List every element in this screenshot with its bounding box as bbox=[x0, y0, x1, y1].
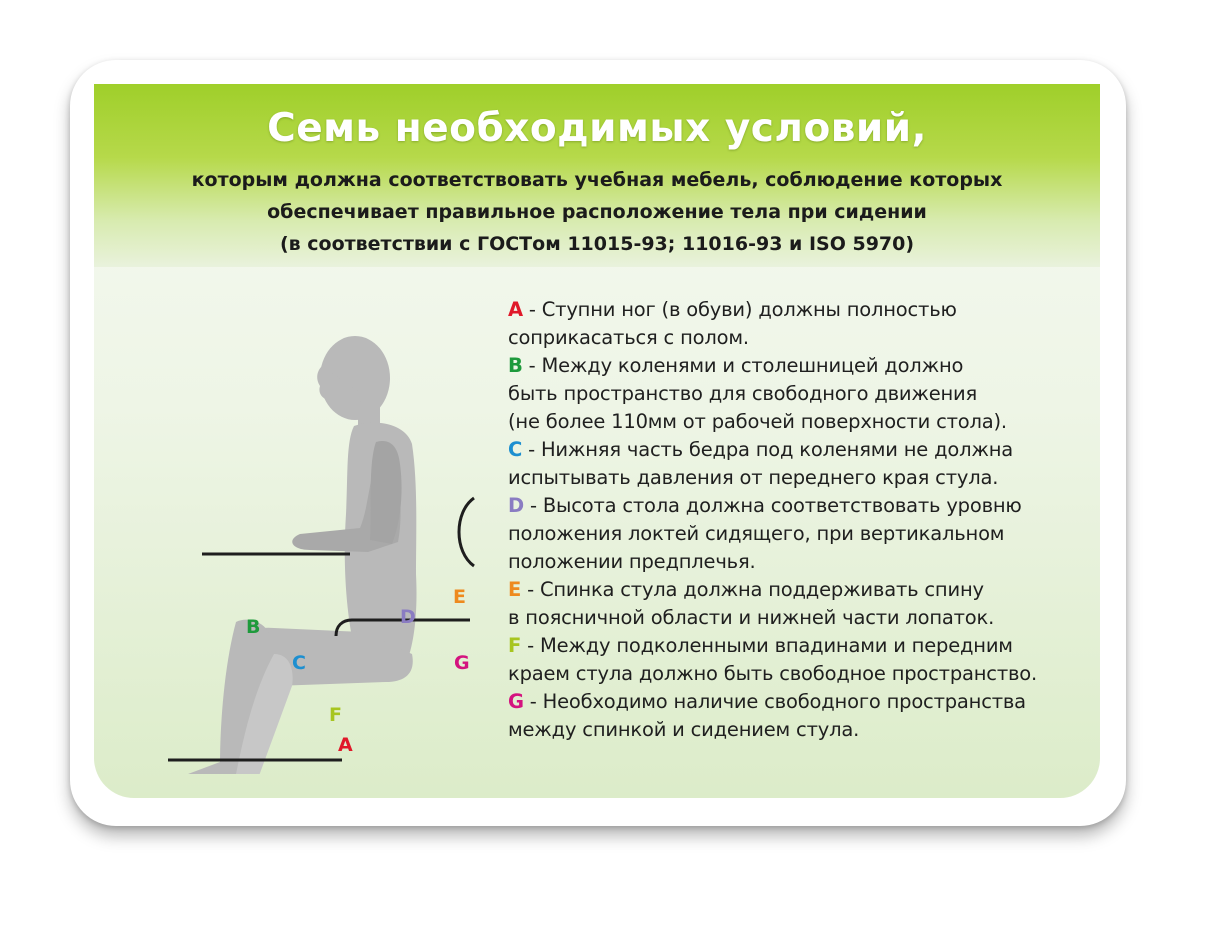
condition-c bbox=[508, 436, 1098, 492]
condition-text: - Между коленями и столешницей должно bbox=[522, 354, 964, 377]
condition-letter: A bbox=[508, 298, 523, 321]
condition-letter: E bbox=[508, 578, 522, 601]
condition-d bbox=[508, 492, 1098, 576]
subtitle-line: обеспечивает правильное расположение тела при сидении bbox=[267, 201, 927, 223]
condition-text: между спинкой и сидением стула. bbox=[508, 718, 860, 741]
figure-svg bbox=[124, 314, 504, 774]
header-banner bbox=[94, 84, 1100, 267]
label-d: D bbox=[400, 606, 416, 628]
condition-text: в поясничной области и нижней части лопаток. bbox=[508, 606, 995, 629]
condition-text: - Высота стола должна соответствовать уровню bbox=[524, 494, 1022, 517]
label-g: G bbox=[454, 652, 470, 674]
condition-letter: C bbox=[508, 438, 523, 461]
label-b: B bbox=[246, 616, 261, 638]
condition-a bbox=[508, 296, 1098, 352]
condition-text: испытывать давления от переднего края стула. bbox=[508, 466, 999, 489]
label-c: C bbox=[292, 652, 306, 674]
condition-text: - Спинка стула должна поддерживать спину bbox=[521, 578, 984, 601]
condition-letter: G bbox=[508, 690, 524, 713]
poster-subtitle bbox=[94, 164, 1100, 260]
poster-title: Семь необходимых условий, bbox=[267, 106, 927, 151]
poster-card bbox=[70, 60, 1126, 826]
condition-letter: D bbox=[508, 494, 524, 517]
condition-text: - Нижняя часть бедра под коленями не должна bbox=[522, 438, 1014, 461]
condition-text: - Необходимо наличие свободного пространства bbox=[523, 690, 1026, 713]
condition-text: быть пространство для свободного движения bbox=[508, 382, 978, 405]
condition-g bbox=[508, 688, 1098, 744]
figure-upper-arm bbox=[370, 441, 402, 544]
condition-text: положении предплечья. bbox=[508, 550, 756, 573]
label-a: A bbox=[338, 734, 353, 756]
label-f: F bbox=[329, 704, 342, 726]
seated-posture-illustration bbox=[124, 314, 504, 774]
condition-b bbox=[508, 352, 1098, 436]
chair-back bbox=[459, 498, 474, 566]
label-e: E bbox=[453, 586, 466, 608]
condition-letter: F bbox=[508, 634, 522, 657]
condition-text: соприкасаться с полом. bbox=[508, 326, 749, 349]
condition-text: - Между подколенными впадинами и передним bbox=[521, 634, 1013, 657]
subtitle-line: (в соответствии с ГОСТом 11015-93; 11016-93 и ISO 5970) bbox=[279, 233, 915, 255]
condition-f bbox=[508, 632, 1098, 688]
condition-text: (не более 110мм от рабочей поверхности стола). bbox=[508, 410, 1007, 433]
conditions-list bbox=[508, 296, 1098, 744]
condition-text: краем стула должно быть свободное пространство. bbox=[508, 662, 1038, 685]
poster-body bbox=[94, 84, 1100, 798]
condition-e bbox=[508, 576, 1098, 632]
condition-text: положения локтей сидящего, при вертикальном bbox=[508, 522, 1005, 545]
condition-letter: B bbox=[508, 354, 523, 377]
condition-text: - Ступни ног (в обуви) должны полностью bbox=[522, 298, 957, 321]
subtitle-line: которым должна соответствовать учебная мебель, соблюдение которых bbox=[191, 169, 1003, 191]
